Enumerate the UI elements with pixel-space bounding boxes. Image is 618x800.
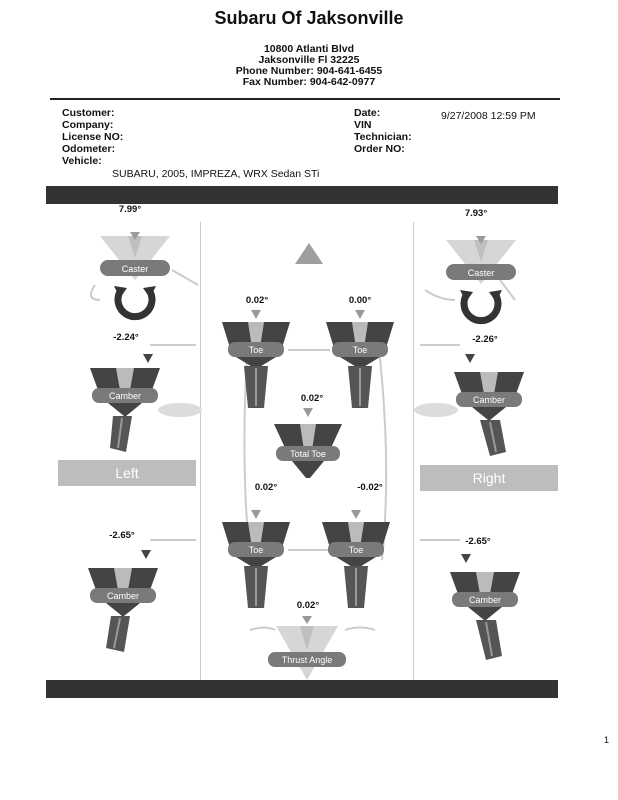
right-caster-label: Caster	[467, 268, 495, 278]
right-front-camber-gauge	[450, 352, 530, 462]
fax-number: Fax Number: 904-642-0977	[242, 76, 376, 88]
vehicle-label: Vehicle:	[62, 155, 102, 167]
license-label: License NO:	[62, 131, 124, 143]
left-caster-gauge	[90, 218, 180, 328]
right-rear-camber-gauge	[446, 552, 526, 662]
front-left-toe-label: Toe	[248, 345, 264, 355]
date-label: Date:	[354, 107, 381, 119]
right-rear-camber-label: Camber	[468, 595, 502, 605]
rear-right-toe-value: -0.02°	[357, 482, 383, 493]
left-rear-camber-label: Camber	[106, 591, 140, 601]
right-side-label: Right	[420, 465, 558, 491]
odometer-label: Odometer:	[62, 143, 116, 155]
page-number: 1	[604, 735, 610, 745]
right-front-camber-value: -2.26°	[472, 334, 498, 345]
left-rear-camber-value: -2.65°	[109, 530, 135, 541]
front-total-toe-value: 0.02°	[300, 393, 324, 404]
date-value: 9/27/2008 12:59 PM	[441, 110, 536, 122]
phone-number: Phone Number: 904-641-6455	[235, 65, 383, 77]
rear-left-toe-value: 0.02°	[254, 482, 278, 493]
vehicle-value: SUBARU, 2005, IMPREZA, WRX Sedan STi	[112, 168, 320, 180]
address-line1: 10800 Atlanti Blvd	[263, 43, 355, 55]
rear-right-toe-label: Toe	[348, 545, 364, 555]
left-caster-value: 7.99°	[118, 204, 142, 215]
front-total-toe-gauge	[270, 406, 346, 486]
left-rear-camber-gauge	[86, 548, 166, 658]
right-front-camber-label: Camber	[472, 395, 506, 405]
order-label: Order NO:	[354, 143, 405, 155]
front-right-toe-label: Toe	[352, 345, 368, 355]
right-caster-value: 7.93°	[464, 208, 488, 219]
left-front-camber-value: -2.24°	[113, 332, 139, 343]
thrust-angle-value: 0.02°	[296, 600, 320, 611]
address-line2: Jaksonville Fl 32225	[258, 54, 360, 66]
right-caster-gauge	[436, 222, 526, 332]
company-label: Company:	[62, 119, 114, 131]
thrust-angle-label: Thrust Angle	[281, 655, 333, 665]
left-caster-label: Caster	[121, 264, 149, 274]
left-front-camber-label: Camber	[108, 391, 142, 401]
left-side-label: Left	[58, 460, 196, 486]
customer-label: Customer:	[62, 107, 115, 119]
front-left-toe-value: 0.02°	[245, 295, 269, 306]
rear-left-toe-label: Toe	[248, 545, 264, 555]
shop-title: Subaru Of Jaksonville	[214, 8, 404, 28]
forward-arrow-icon	[294, 242, 324, 266]
vin-label: VIN	[354, 119, 372, 131]
thrust-angle-gauge	[262, 614, 352, 686]
left-front-camber-gauge	[88, 352, 168, 462]
technician-label: Technician:	[354, 131, 412, 143]
right-rear-camber-value: -2.65°	[465, 536, 491, 547]
front-total-toe-label: Total Toe	[290, 449, 326, 459]
front-right-toe-value: 0.00°	[348, 295, 372, 306]
